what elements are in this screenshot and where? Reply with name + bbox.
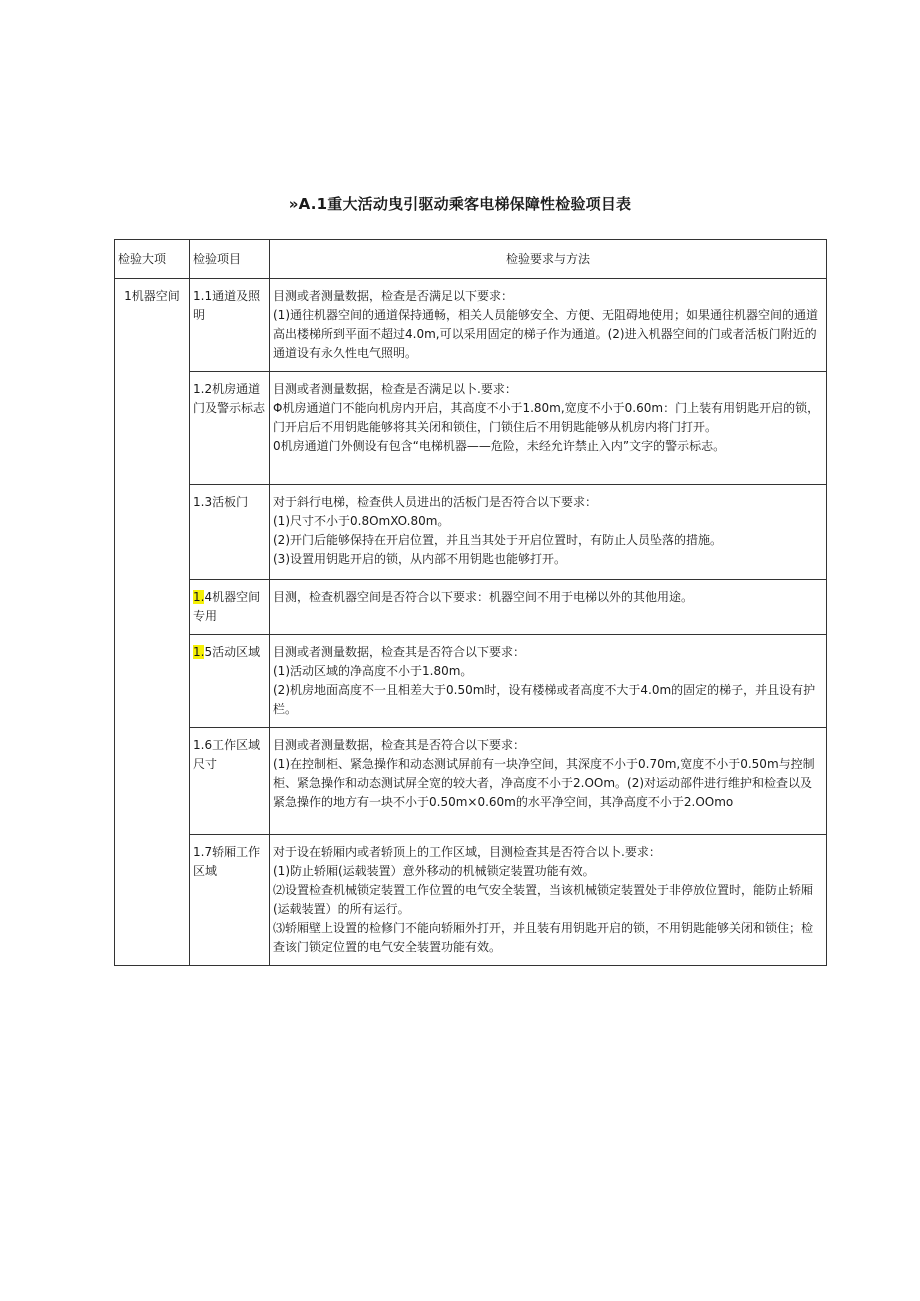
requirement-line: 0机房通道门外侧设有包含“电梯机器——危险，未经允许禁止入内”文字的警示标志。 <box>273 439 726 453</box>
item-label: 1.6工作区域尺寸 <box>193 738 261 771</box>
item-prefix-highlight: 1. <box>193 645 205 659</box>
requirement-line: 目测或者测量数据，检查是否满足以卜.要求： <box>273 382 517 396</box>
page-title: »A.1重大活动曳引驱动乘客电梯保障性检验项目表 <box>288 195 632 213</box>
requirement-line: 对于斜行电梯，检查供人员进出的活板门是否符合以下要求： <box>273 495 598 509</box>
requirement-line: (1)在控制柜、紧急操作和动态测试屏前有一块净空间，其深度不小于0.70m,宽度不小于0.50m与控制柜、紧急操作和动态测试屏全宽的较大者，净高度不小于2.OOm。(2)对运动部件进行维护和检查以及紧急操作的地方有一块不小于0.50m×0.60m的水平净空间，其净高度不小于2.OOmo <box>273 757 815 809</box>
table-header-row <box>115 240 827 279</box>
item-label: 1.2机房通道门及警示标志 <box>193 382 266 415</box>
item-prefix-highlight: 1. <box>193 590 205 604</box>
requirement-cell <box>270 580 827 635</box>
requirement-cell <box>270 635 827 728</box>
item-cell <box>190 728 270 835</box>
requirement-line: 对于设在轿厢内或者轿顶上的工作区域，目测检查其是否符合以卜.要求： <box>273 845 661 859</box>
requirement-cell <box>270 485 827 580</box>
item-cell <box>190 835 270 966</box>
table-row <box>115 279 827 372</box>
header-item: 检验项目 <box>190 240 270 279</box>
requirement-line: 目测或者测量数据，检查其是否符合以下要求： <box>273 645 526 659</box>
item-cell <box>190 580 270 635</box>
item-label: 1.7轿厢工作区域 <box>193 845 261 878</box>
inspection-table <box>114 239 827 966</box>
item-label: 5活动区域 <box>204 645 261 659</box>
requirement-cell <box>270 835 827 966</box>
item-label: 1.3活板门 <box>193 495 249 509</box>
requirement-line: (1)防止轿厢(运载装置）意外移动的机械锁定装置功能有效。 <box>273 864 595 878</box>
table-row <box>115 635 827 728</box>
item-label: 4机器空间专用 <box>193 590 261 623</box>
requirement-line: (1)尺寸不小于0.8OmXO.80m。 <box>273 514 450 528</box>
requirement-cell <box>270 372 827 485</box>
requirement-line: 目测，检查机器空间是否符合以下要求：机器空间不用于电梯以外的其他用途。 <box>273 590 694 604</box>
item-label: 1.1通道及照明 <box>193 289 261 322</box>
item-cell <box>190 635 270 728</box>
table-row <box>115 372 827 485</box>
requirement-line: 目测或者测量数据，检查其是否符合以下要求： <box>273 738 526 752</box>
requirement-cell <box>270 279 827 372</box>
requirement-line: 目测或者测量数据，检查是否满足以下要求： <box>273 289 514 303</box>
requirement-line: ⑵设置检查机械锁定装置工作位置的电气安全装置，当该机械锁定装置处于非停放位置时，能防止轿厢(运载装置）的所有运行。 <box>273 883 814 916</box>
header-requirement: 检验要求与方法 <box>270 240 827 279</box>
table-row <box>115 485 827 580</box>
item-cell <box>190 485 270 580</box>
item-cell <box>190 279 270 372</box>
requirement-cell <box>270 728 827 835</box>
major-item-cell: 1机器空间 <box>115 279 190 966</box>
header-major: 检验大项 <box>115 240 190 279</box>
table-row <box>115 580 827 635</box>
table-row <box>115 835 827 966</box>
requirement-line: (2)机房地面高度不一且相差大于0.50m时，设有楼梯或者高度不大于4.0m的固定的梯子，并且设有护栏。 <box>273 683 816 716</box>
requirement-line: ⑶轿厢壁上设置的检修门不能向轿厢外打开，并且装有用钥匙开启的锁，不用钥匙能够关闭和锁住；检查该门锁定位置的电气安全装置功能有效。 <box>273 921 814 954</box>
requirement-line: (2)开门后能够保持在开启位置，并且当其处于开启位置时，有防止人员坠落的措施。 <box>273 533 723 547</box>
requirement-line: (1)通往机器空间的通道保持通畅，相关人员能够安全、方便、无阻碍地使用；如果通往机器空间的通道高出楼梯所到平面不超过4.0m,可以采用固定的梯子作为通道。(2)进入机器空间的门或者活板门附近的通道设有永久性电气照明。 <box>273 308 819 360</box>
requirement-line: (3)设置用钥匙开启的锁，从内部不用钥匙也能够打开。 <box>273 552 567 566</box>
item-cell <box>190 372 270 485</box>
requirement-line: (1)活动区域的净高度不小于1.80m。 <box>273 664 473 678</box>
table-row <box>115 728 827 835</box>
requirement-line: Φ机房通道门不能向机房内开启，其高度不小于1.80m,宽度不小于0.60m：门上装有用钥匙开启的锁，门开启后不用钥匙能够将其关闭和锁住，门锁住后不用钥匙能够从机房内将门打开。 <box>273 401 820 434</box>
